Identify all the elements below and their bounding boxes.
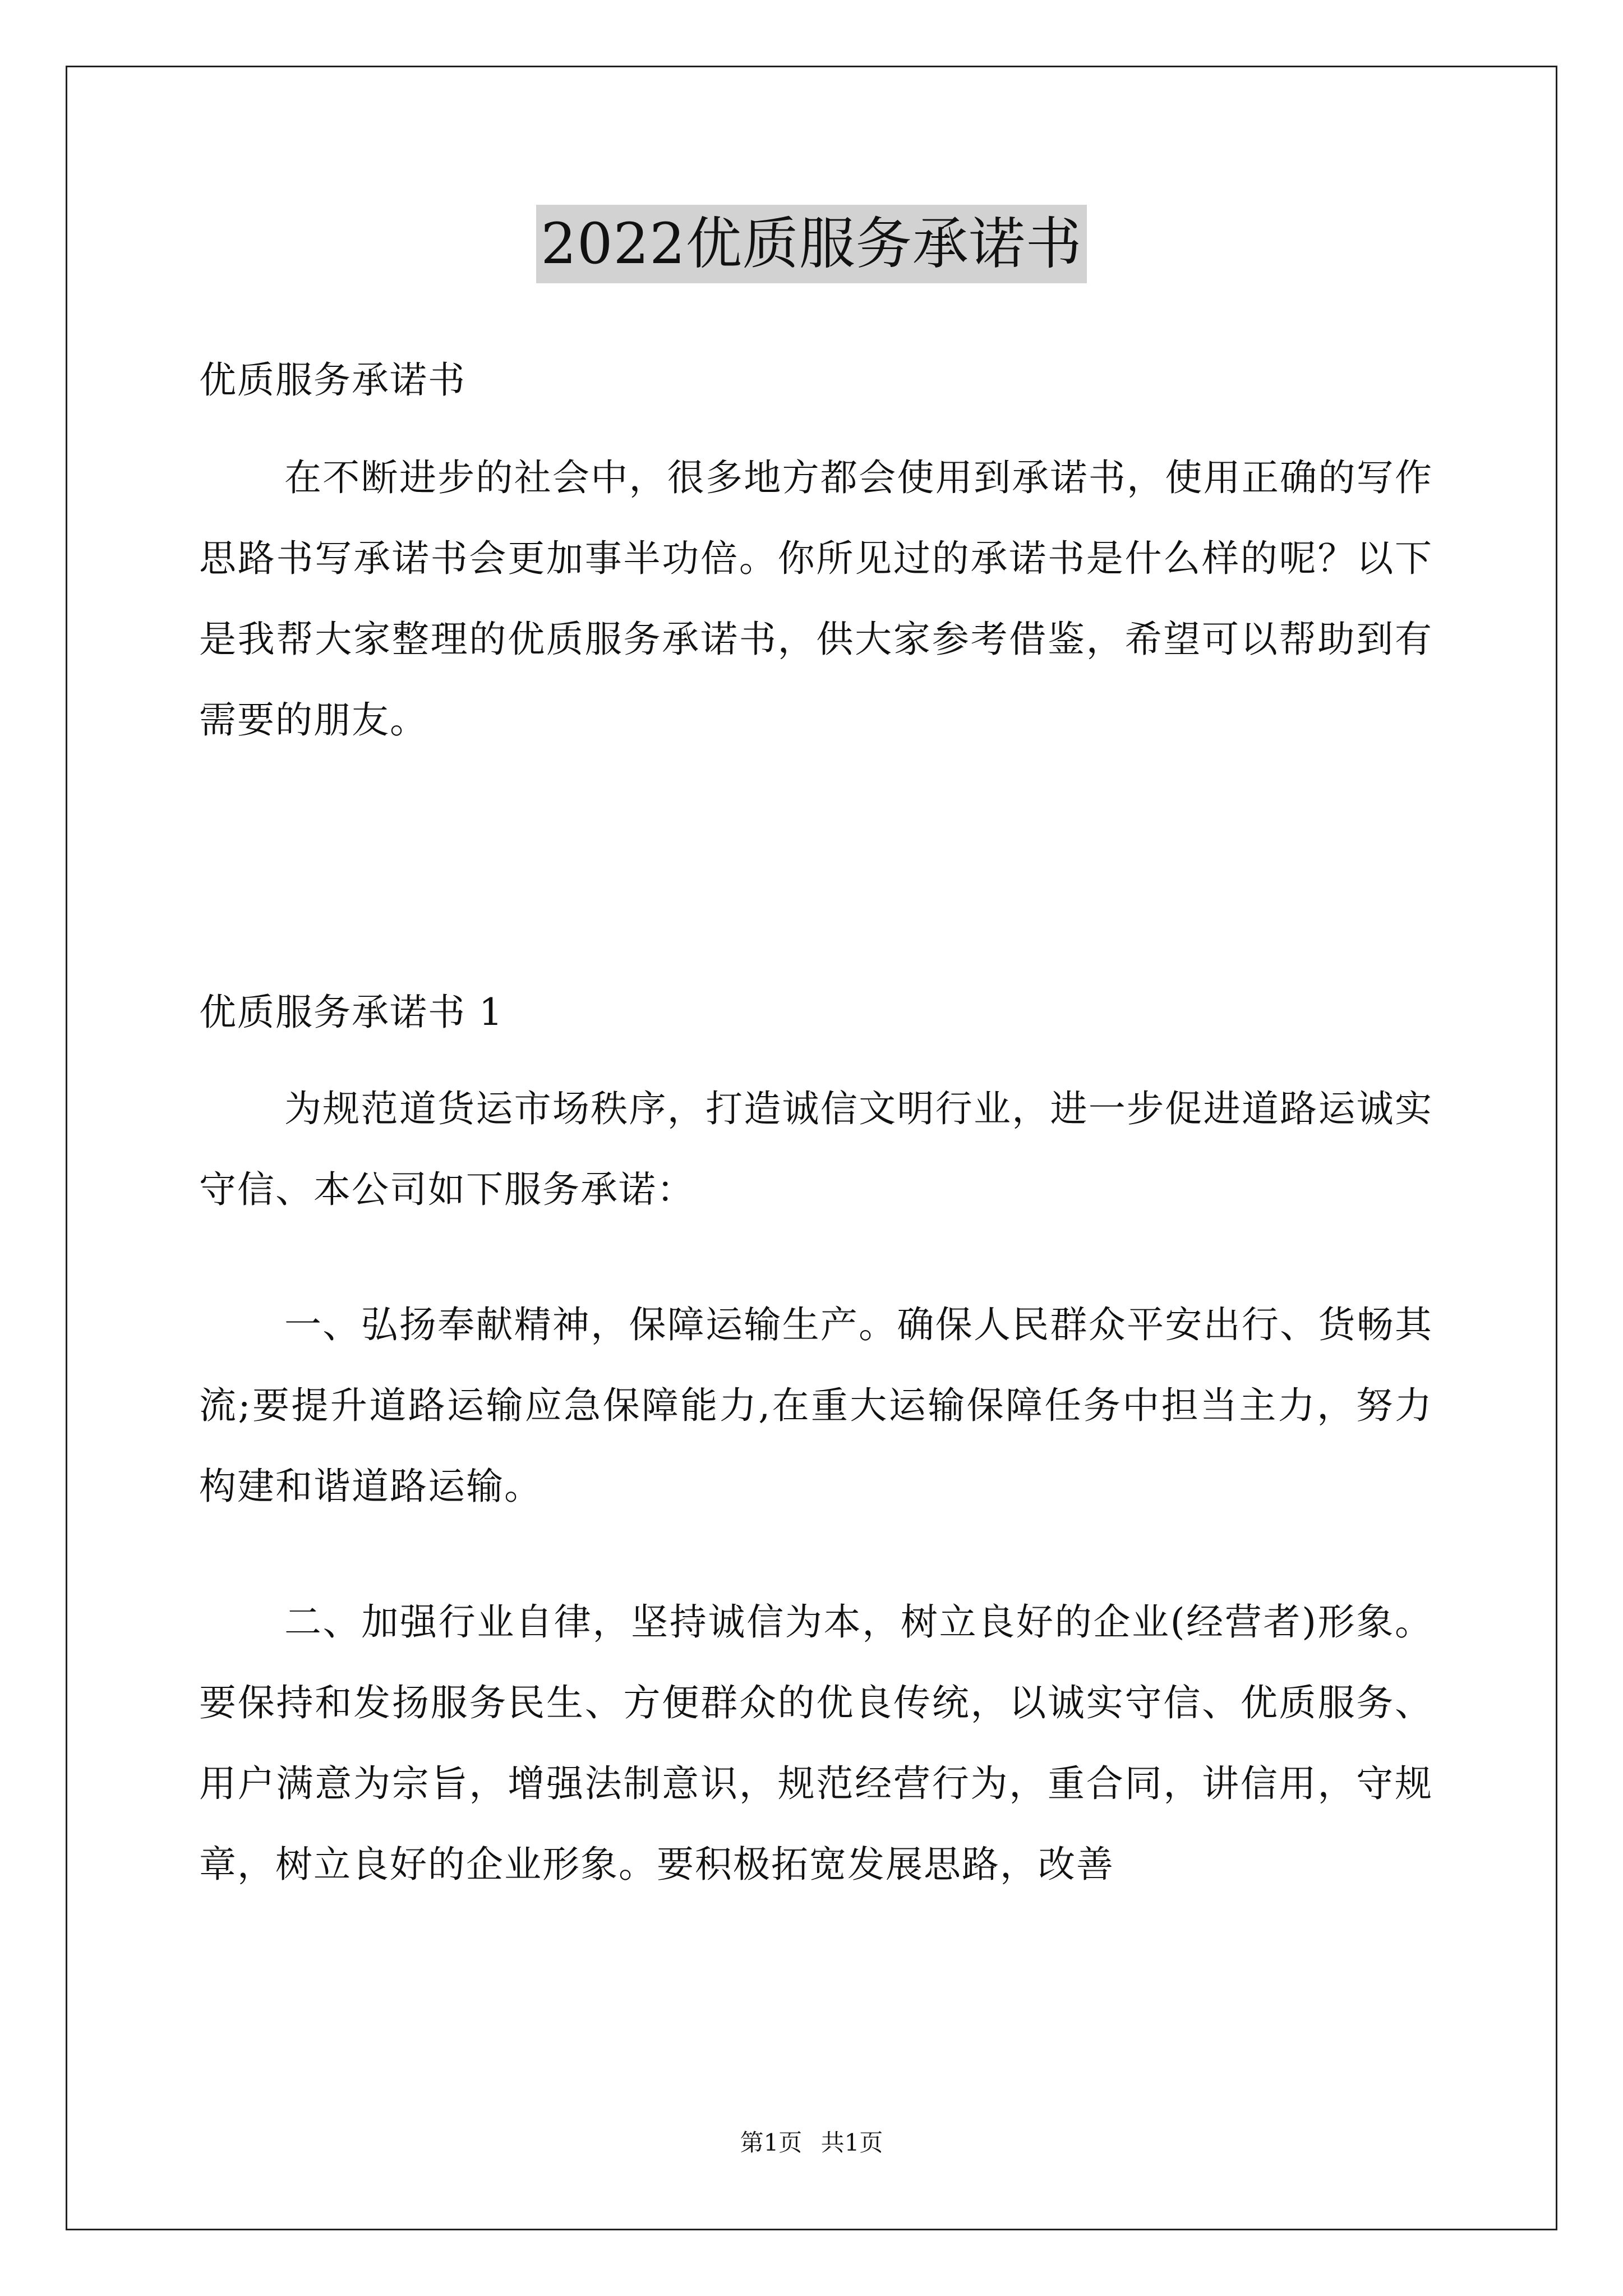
- document-title: 2022优质服务承诺书: [536, 205, 1087, 283]
- page-footer: [0, 2126, 1623, 2160]
- page-total: 共1页: [820, 2129, 883, 2156]
- section-heading-intro: 优质服务承诺书: [199, 358, 466, 402]
- page-number: 第1页: [740, 2129, 803, 2156]
- paragraph-intro: 在不断进步的社会中，很多地方都会使用到承诺书，使用正确的写作思路书写承诺书会更加事半功倍。你所见过的承诺书是什么样的呢？以下是我帮大家整理的优质服务承诺书，供大家参考借鉴，希望可以帮助到有需要的朋友。: [199, 456, 1433, 742]
- title-wrap: [0, 205, 1623, 283]
- paragraph-item-2: 二、加强行业自律，坚持诚信为本，树立良好的企业(经营者)形象。要保持和发扬服务民生、方便群众的优良传统，以诚实守信、优质服务、用户满意为宗旨，增强法制意识，规范经营行为，重合同，讲信用，守规章，树立良好的企业形象。要积极拓宽发展思路，改善: [199, 1600, 1433, 1886]
- paragraph-purpose: 为规范道货运市场秩序，打造诚信文明行业，进一步促进道路运诚实守信、本公司如下服务承诺：: [199, 1087, 1433, 1211]
- paragraph-item-1: 一、弘扬奉献精神，保障运输生产。确保人民群众平安出行、货畅其流;要提升道路运输应急保障能力,在重大运输保障任务中担当主力，努力构建和谐道路运输。: [199, 1303, 1433, 1508]
- section-heading-1: 优质服务承诺书 1: [199, 991, 504, 1034]
